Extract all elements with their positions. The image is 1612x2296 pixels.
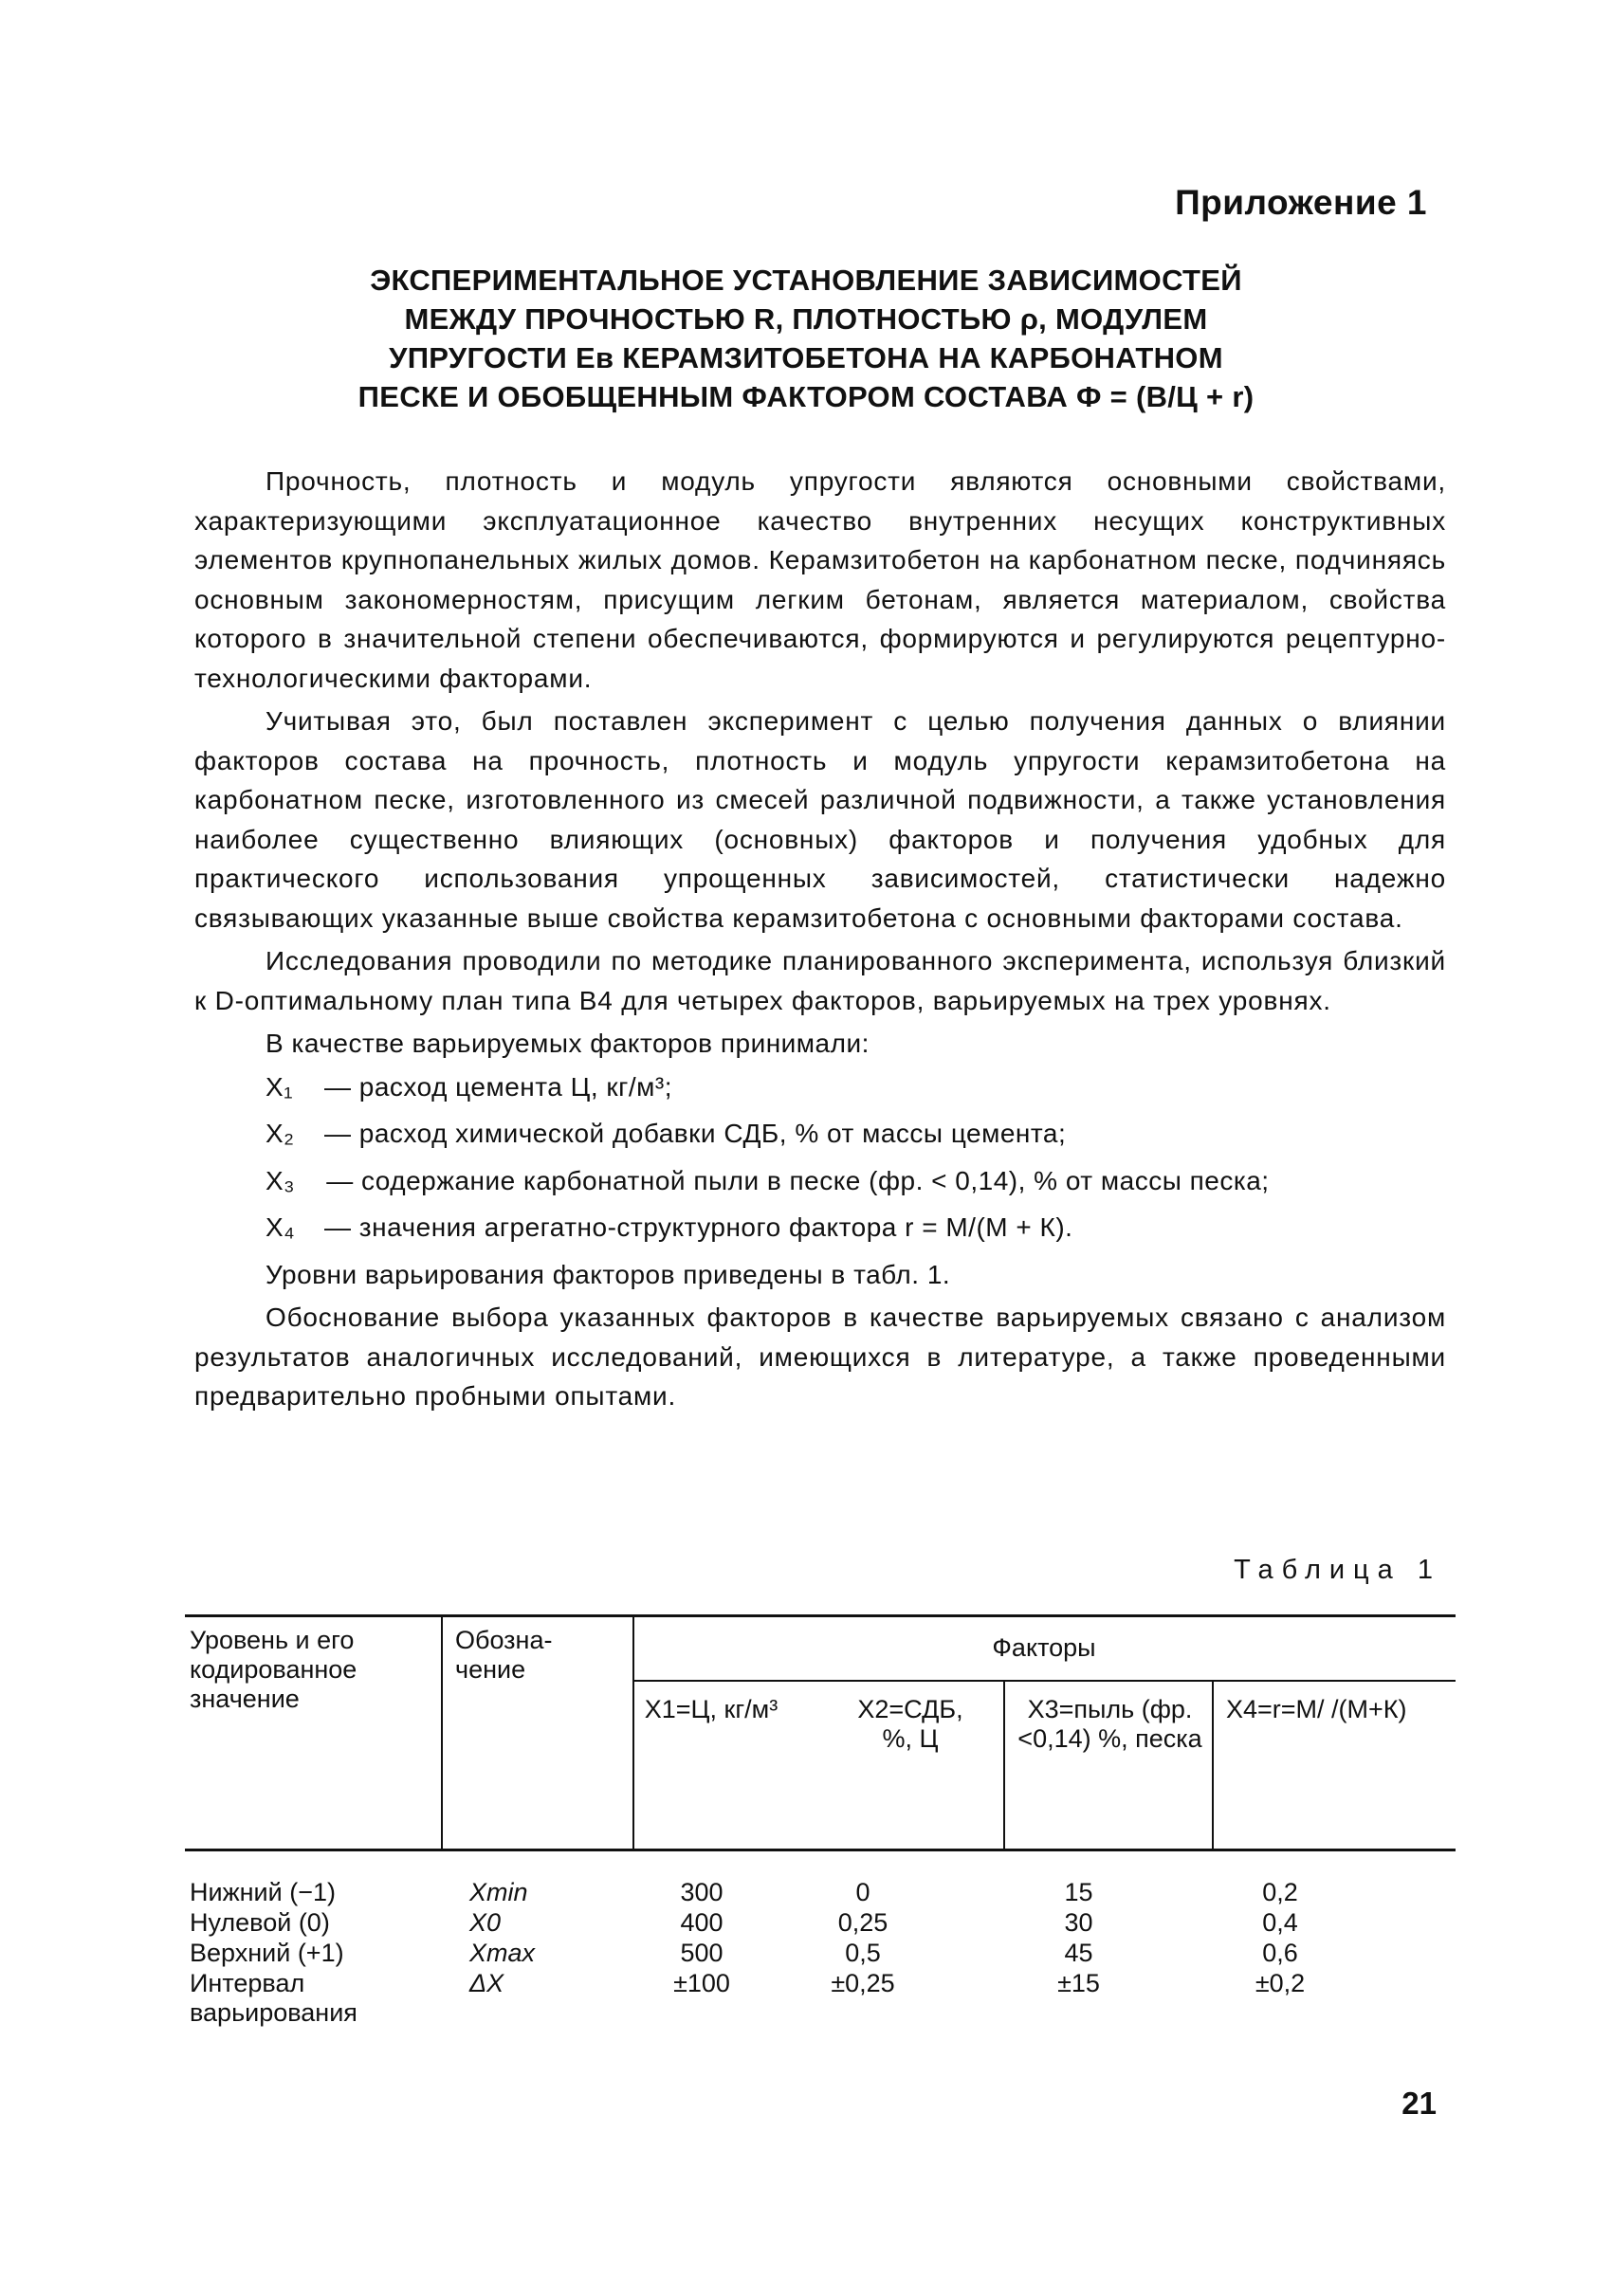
- row-level: Интервал варьирования: [190, 1969, 357, 2027]
- factor-text: — расход химической добавки СДБ, % от массы цемента;: [324, 1119, 1067, 1148]
- cell-x1: 300: [680, 1878, 724, 1906]
- row-symbol: X0: [469, 1908, 502, 1937]
- header-x1: X1=Ц, кг/м³: [644, 1695, 779, 1723]
- title-line: УПРУГОСТИ Eв КЕРАМЗИТОБЕТОНА НА КАРБОНАТНОМ: [389, 341, 1223, 374]
- cell-x2: 0,25: [837, 1908, 888, 1937]
- levels-note: Уровни варьирования факторов приведены в табл. 1.: [266, 1259, 951, 1289]
- table-caption: Таблица 1: [1234, 1555, 1441, 1585]
- cell-x4: 0,6: [1262, 1939, 1298, 1967]
- cell-x4: ±0,2: [1255, 1969, 1306, 1997]
- title-line: ПЕСКЕ И ОБОБЩЕННЫМ ФАКТОРОМ СОСТАВА Ф = (В/Ц + r): [357, 380, 1255, 413]
- title-line: МЕЖДУ ПРОЧНОСТЬЮ R, ПЛОТНОСТЬЮ ρ, МОДУЛЕМ: [404, 302, 1208, 336]
- factor-symbol: X₃: [266, 1165, 296, 1195]
- cell-x4: 0,4: [1262, 1908, 1298, 1937]
- row-symbol: Xmin: [469, 1878, 528, 1906]
- paragraph: Исследования проводили по методике планированного эксперимента, используя близкий к D-оптимальному план типа B4 для четырех факторов, варьируемых на трех уровнях.: [194, 946, 1446, 1015]
- page-number: 21: [1401, 2086, 1437, 2121]
- factor-symbol: X₂: [266, 1119, 295, 1148]
- cell-x3: 15: [1064, 1878, 1093, 1906]
- cell-x2: 0: [855, 1878, 870, 1906]
- header-level: Уровень и его кодированное значение: [190, 1626, 357, 1713]
- cell-x3: 45: [1064, 1939, 1093, 1967]
- factor-text: — значения агрегатно-структурного фактора r = М/(М + К).: [324, 1212, 1073, 1242]
- col-divider: [441, 1614, 443, 1849]
- cell-x2: ±0,25: [831, 1969, 895, 1997]
- factor-item: [194, 1161, 1446, 1201]
- paragraph: Прочность, плотность и модуль упругости являются основными свойствами, характеризующими эксплуатационное качество внутренних несущих конструктивных элементов крупнопанельных жилых домов. Керамзитобетон на карбонатном песке, подчиняясь основным закономерностям, присущим легким бетонам, является материалом, свойства которого в значительной степени обеспечиваются, формируются и регулируются рецептурно-технологическими факторами.: [194, 466, 1446, 693]
- row-level: Нижний (−1): [190, 1878, 336, 1906]
- row-level: Верхний (+1): [190, 1939, 344, 1967]
- row-symbol: ΔX: [469, 1969, 504, 1997]
- cell-x2: 0,5: [845, 1939, 881, 1967]
- cell-x1: 500: [680, 1939, 724, 1967]
- col-divider: [1212, 1680, 1214, 1849]
- title-line: ЭКСПЕРИМЕНТАЛЬНОЕ УСТАНОВЛЕНИЕ ЗАВИСИМОСТЕЙ: [370, 264, 1242, 297]
- cell-x3: 30: [1064, 1908, 1093, 1937]
- col-divider: [1003, 1680, 1005, 1849]
- cell-x3: ±15: [1057, 1969, 1100, 1997]
- factor-item: [194, 1067, 1446, 1107]
- factors-rule: [632, 1680, 1456, 1682]
- cell-x4: 0,2: [1262, 1878, 1298, 1906]
- header-x4: X4=r=М/ /(М+К): [1226, 1695, 1407, 1723]
- factor-symbol: X₄: [266, 1212, 296, 1242]
- table-top-rule: [185, 1614, 1456, 1617]
- section-title: [190, 261, 1422, 416]
- paragraph: Обоснование выбора указанных факторов в качестве варьируемых связано с анализом результатов аналогичных исследований, имеющихся в литературе, а также проведенными предварительно пробными опытами.: [194, 1303, 1446, 1411]
- row-symbol: Xmax: [469, 1939, 536, 1967]
- factor-item: [194, 1114, 1446, 1154]
- factor-symbol: X₁: [266, 1071, 294, 1102]
- header-symbol: Обозна-чение: [455, 1626, 553, 1684]
- header-x3: X3=пыль (фр.<0,14) %, песка: [1017, 1695, 1202, 1753]
- paragraph: Учитывая это, был поставлен эксперимент с целью получения данных о влиянии факторов состава на прочность, плотность и модуль упругости керамзитобетона на карбонатном песке, изготовленного из смесей различной подвижности, а также установления наиболее существенно влияющих (основных) факторов и получения удобных для практического использования упрощенных зависимостей, статистически надежно связывающих указанные выше свойства керамзитобетона с основными факторами состава.: [194, 706, 1446, 933]
- factor-item: [194, 1208, 1446, 1248]
- appendix-label: Приложение 1: [1175, 183, 1427, 222]
- cell-x1: 400: [680, 1908, 724, 1937]
- factor-text: — расход цемента Ц, кг/м³;: [324, 1071, 672, 1102]
- header-factors: Факторы: [992, 1633, 1096, 1662]
- row-level: Нулевой (0): [190, 1908, 330, 1937]
- header-bottom-rule: [185, 1849, 1456, 1851]
- body-text: [194, 462, 1446, 1420]
- factors-intro: В качестве варьируемых факторов принимали:: [266, 1029, 870, 1058]
- header-x2: X2=СДБ, %, Ц: [857, 1695, 963, 1753]
- factor-text: — содержание карбонатной пыли в песке (фр. < 0,14), % от массы песка;: [326, 1165, 1270, 1195]
- cell-x1: ±100: [673, 1969, 730, 1997]
